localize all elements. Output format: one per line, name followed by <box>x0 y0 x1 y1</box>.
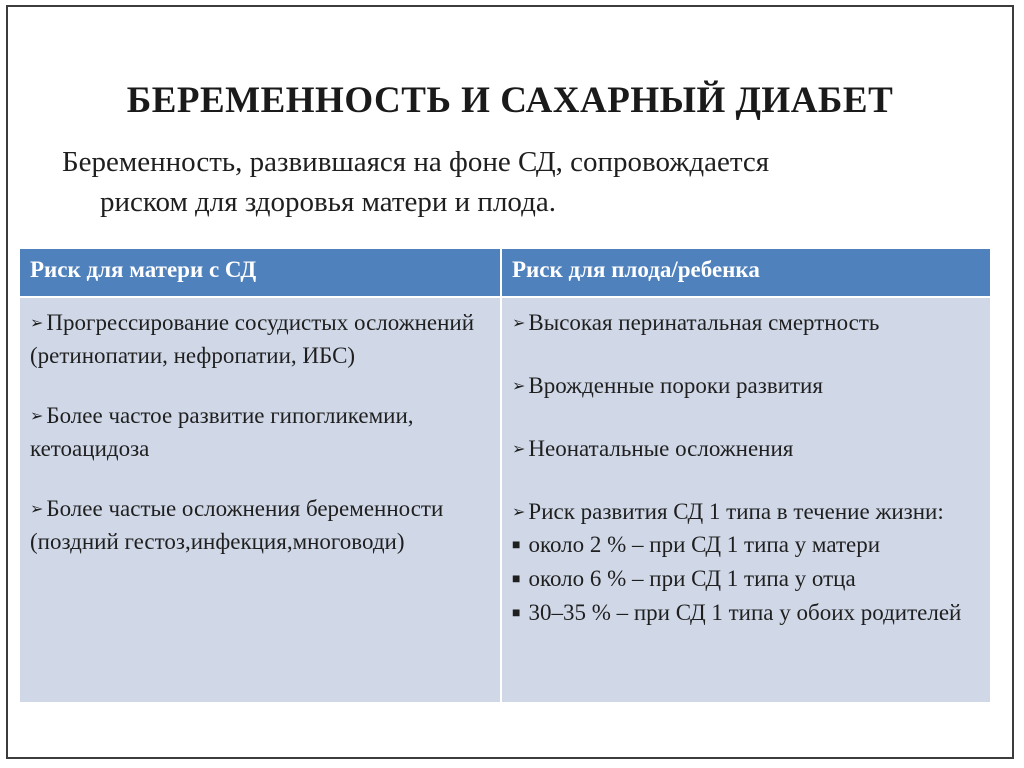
child-risk-text: Неонатальные осложнения <box>528 436 794 461</box>
mother-risk-text: Более частое развитие гипогликемии, кетоацидоза <box>30 403 414 461</box>
square-bullet-icon: ■ <box>512 572 521 587</box>
list-item <box>512 308 980 341</box>
header-mother-risk: Риск для матери с СД <box>20 249 501 297</box>
list-item <box>30 401 490 464</box>
arrow-bullet-icon: ➢ <box>512 504 526 521</box>
list-item <box>30 308 490 371</box>
arrow-bullet-icon: ➢ <box>30 501 44 518</box>
intro-text <box>62 142 962 222</box>
risk-table <box>20 249 990 702</box>
table-row <box>20 297 990 702</box>
arrow-bullet-icon: ➢ <box>30 315 44 332</box>
child-sub-risk-text: около 2 % – при СД 1 типа у матери <box>528 532 881 557</box>
square-bullet-icon: ■ <box>512 606 521 621</box>
child-sub-risk-text: 30–35 % – при СД 1 типа у обоих родителей <box>528 600 962 625</box>
child-sub-risk-text: около 6 % – при СД 1 типа у отца <box>528 566 856 591</box>
mother-risk-text: Прогрессирование сосудистых осложнений (ретинопатии, нефропатии, ИБС) <box>30 310 475 368</box>
list-item <box>512 434 980 467</box>
square-bullet-icon: ■ <box>512 538 521 553</box>
arrow-bullet-icon: ➢ <box>512 315 526 332</box>
child-risk-text: Высокая перинатальная смертность <box>528 310 880 335</box>
arrow-bullet-icon: ➢ <box>512 378 526 395</box>
child-risk-text: Риск развития СД 1 типа в течение жизни: <box>528 499 944 524</box>
slide-title: БЕРЕМЕННОСТЬ И САХАРНЫЙ ДИАБЕТ <box>126 80 894 121</box>
mother-risk-cell <box>20 297 501 702</box>
sub-list-item <box>512 598 980 632</box>
header-child-risk: Риск для плода/ребенка <box>501 249 990 297</box>
list-item <box>512 497 980 530</box>
list-item <box>30 494 490 557</box>
arrow-bullet-icon: ➢ <box>30 408 44 425</box>
mother-risk-text: Более частые осложнения беременности (поздний гестоз,инфекция,многоводи) <box>30 496 444 554</box>
sub-list-item <box>512 564 980 598</box>
sub-list-item <box>512 530 980 564</box>
child-risk-text: Врожденные пороки развития <box>528 373 823 398</box>
arrow-bullet-icon: ➢ <box>512 441 526 458</box>
table-header-row <box>20 249 990 297</box>
list-item <box>512 371 980 404</box>
intro-line-2: риском для здоровья матери и плода. <box>100 186 556 218</box>
intro-line-1: Беременность, развившаяся на фоне СД, сопровождается <box>62 146 770 178</box>
child-risk-cell <box>501 297 990 702</box>
